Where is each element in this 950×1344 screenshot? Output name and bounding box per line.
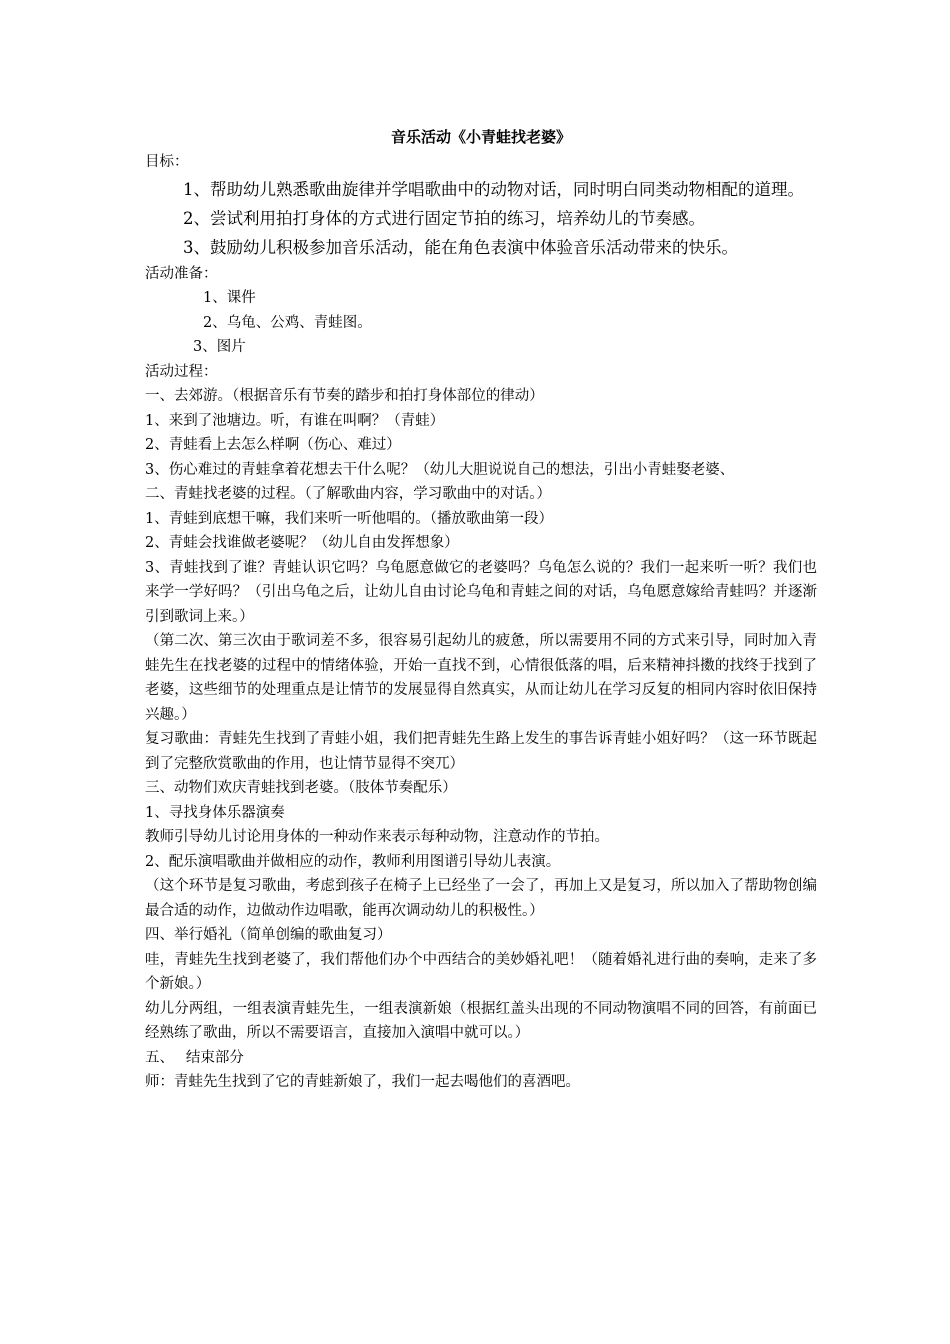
prep-item: 2、乌龟、公鸡、青蛙图。 <box>203 314 372 331</box>
process-heading: 五、 结束部分 <box>145 1049 244 1066</box>
process-heading: 二、青蛙找老婆的过程。（了解歌曲内容，学习歌曲中的对话。） <box>145 486 551 502</box>
process-item: 师：青蛙先生找到了它的青蛙新娘了，我们一起去喝他们的喜酒吧。 <box>145 1074 580 1090</box>
process-item: 1、青蛙到底想干嘛，我们来听一听他唱的。（播放歌曲第一段） <box>145 510 553 527</box>
process-item: 3、青蛙找到了谁？青蛙认识它吗？乌龟愿意做它的老婆吗？乌龟怎么说的？我们一起来听一听？我们也来学一学好吗？（引出乌龟之后，让幼儿自由讨论乌龟和青蛙之间的对话，乌龟愿意嫁给青蛙吗？并逐渐引到歌词上来。） <box>145 559 817 625</box>
document-body <box>145 124 817 1095</box>
process-item: 哇，青蛙先生找到老婆了，我们帮他们办个中西结合的美妙婚礼吧！（随着婚礼进行曲的奏响，走来了多个新娘。） <box>145 951 817 992</box>
process-heading: 一、去郊游。（根据音乐有节奏的踏步和拍打身体部位的律动） <box>145 388 544 404</box>
process-item: 教师引导幼儿讨论用身体的一种动作来表示每种动物，注意动作的节拍。 <box>145 829 609 845</box>
process-note: （这个环节是复习歌曲，考虑到孩子在椅子上已经坐了一会了，再加上又是复习，所以加入了帮助物创编最合适的动作，边做动作边唱歌，能再次调动幼儿的积极性。） <box>145 878 817 919</box>
goals-label: 目标： <box>145 154 189 170</box>
process-item: 2、配乐演唱歌曲并做相应的动作，教师利用图谱引导幼儿表演。 <box>145 853 561 870</box>
process-label: 活动过程： <box>145 363 218 380</box>
process-item: 幼儿分两组，一组表演青蛙先生，一组表演新娘（根据红盖头出现的不同动物演唱不同的回答，有前面已经熟练了歌曲，所以不需要语言，直接加入演唱中就可以。） <box>145 1000 817 1041</box>
process-note: （第二次、第三次由于歌词差不多，很容易引起幼儿的疲惫，所以需要用不同的方式来引导，同时加入青蛙先生在找老婆的过程中的情绪体验，开始一直找不到，心情很低落的唱，后来精神抖擞的找终于找到了老婆，这些细节的处理重点是让情节的发展显得自然真实，从而让幼儿在学习反复的相同内容时依旧保持兴趣。） <box>145 633 817 723</box>
process-item: 2、青蛙看上去怎么样啊（伤心、难过） <box>145 437 401 453</box>
process-heading: 三、动物们欢庆青蛙找到老婆。（肢体节奏配乐） <box>145 780 457 796</box>
process-item: 3、伤心难过的青蛙拿着花想去干什么呢？（幼儿大胆说说自己的想法，引出小青蛙娶老婆、 <box>145 461 735 478</box>
goal-item: 3、鼓励幼儿积极参加音乐活动，能在角色表演中体验音乐活动带来的快乐。 <box>183 237 738 257</box>
prep-label: 活动准备： <box>145 265 218 282</box>
process-review: 复习歌曲：青蛙先生找到了青蛙小姐，我们把青蛙先生路上发生的事告诉青蛙小姐好吗？（这一环节既起到了完整欣赏歌曲的作用，也让情节显得不突兀） <box>145 731 817 772</box>
process-item: 1、来到了池塘边。听，有谁在叫啊？（青蛙） <box>145 412 445 429</box>
document-title: 音乐活动《小青蛙找老婆》 <box>390 128 571 146</box>
process-item: 1、寻找身体乐器演奏 <box>145 804 285 821</box>
goal-item: 1、帮助幼儿熟悉歌曲旋律并学唱歌曲中的动物对话，同时明白同类动物相配的道理。 <box>183 179 804 199</box>
prep-item: 3、图片 <box>193 339 246 355</box>
prep-item: 1、课件 <box>203 290 256 306</box>
process-item: 2、青蛙会找谁做老婆呢？（幼儿自由发挥想象） <box>145 535 459 551</box>
process-heading: 四、举行婚礼（简单创编的歌曲复习） <box>145 927 392 943</box>
goal-item: 2、尝试利用拍打身体的方式进行固定节拍的练习，培养幼儿的节奏感。 <box>183 208 705 228</box>
